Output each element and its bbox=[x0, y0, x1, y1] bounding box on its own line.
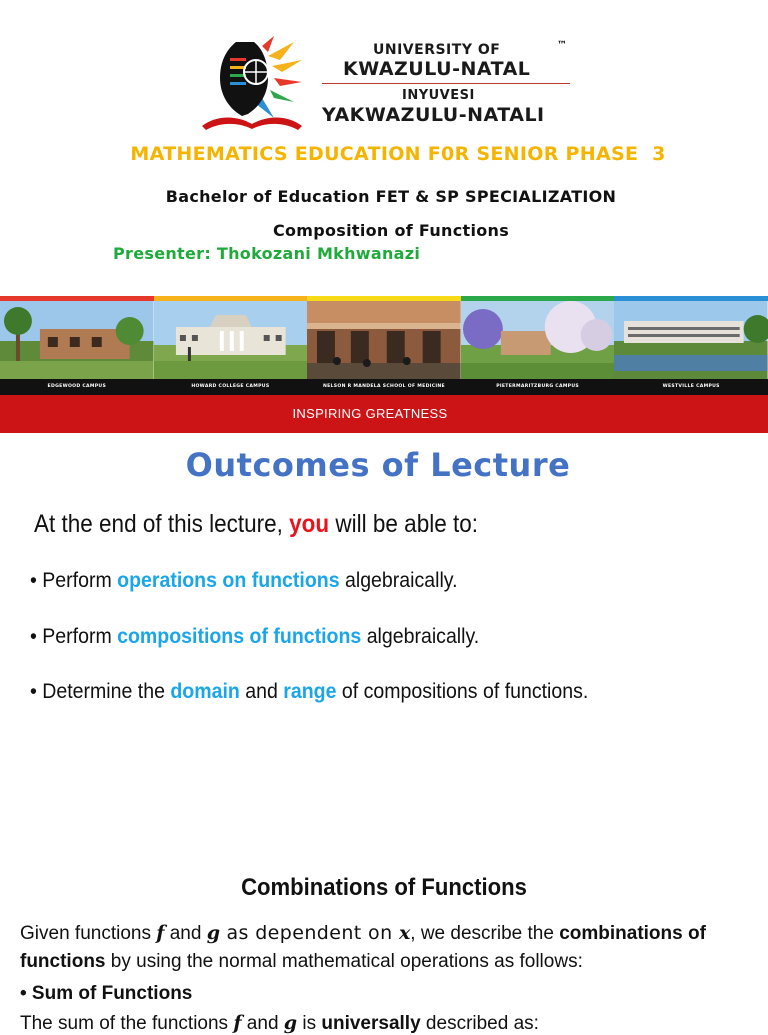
university-line-4: YAKWAZULU-NATALI bbox=[322, 104, 545, 126]
bullet-text: and bbox=[239, 680, 284, 703]
math-f: f bbox=[233, 1012, 242, 1034]
combinations-paragraph-line bbox=[20, 922, 706, 945]
text: and bbox=[241, 1013, 284, 1034]
campus-panel-medical-school bbox=[307, 296, 461, 395]
math-g: g bbox=[206, 922, 220, 944]
campus-caption: PIETERMARITZBURG CAMPUS bbox=[461, 379, 615, 395]
degree-line: Bachelor of Education FET & SP SPECIALIZATION bbox=[165, 187, 617, 206]
university-line-2: KWAZULU-NATAL bbox=[343, 58, 531, 80]
university-line-3: INYUVESI bbox=[402, 88, 475, 103]
campus-caption: NELSON R MANDELA SCHOOL OF MEDICINE bbox=[307, 379, 461, 395]
math-g: g bbox=[283, 1012, 298, 1034]
bullet-highlight: domain bbox=[170, 680, 240, 703]
combinations-title: Combinations of Functions bbox=[241, 874, 527, 901]
campus-caption: WESTVILLE CAMPUS bbox=[614, 379, 768, 395]
campus-photo bbox=[614, 301, 768, 379]
bold-text: universally bbox=[321, 1013, 421, 1034]
outcome-bullet: • Determine the domain and range of compositions of functions. bbox=[30, 680, 589, 703]
text: as dependent on bbox=[220, 922, 399, 944]
math-x: x bbox=[398, 922, 411, 944]
campus-panel-edgewood bbox=[0, 296, 154, 395]
outcome-bullet: • Perform compositions of functions algebraically. bbox=[30, 625, 480, 648]
course-title: MATHEMATICS EDUCATION F0R SENIOR PHASE 3 bbox=[130, 143, 666, 165]
bullet-text: Perform bbox=[42, 569, 118, 592]
intro-text: will be able to: bbox=[329, 510, 478, 538]
intro-text: At the end of this lecture, bbox=[34, 510, 290, 538]
campus-panel-pietermaritzburg bbox=[461, 296, 615, 395]
campus-photo bbox=[0, 301, 154, 379]
text: The sum of the functions bbox=[20, 1013, 234, 1034]
bullet-text: Perform bbox=[42, 625, 118, 648]
text: is bbox=[297, 1013, 322, 1034]
outcomes-intro bbox=[34, 510, 478, 539]
campus-photo bbox=[461, 301, 615, 379]
campus-caption: EDGEWOOD CAMPUS bbox=[0, 379, 154, 395]
outcomes-title: Outcomes of Lecture bbox=[185, 446, 571, 484]
bold-text: functions bbox=[20, 951, 106, 972]
text: Given functions bbox=[20, 923, 157, 944]
campus-panel-westville bbox=[614, 296, 768, 395]
bullet-text: algebraically. bbox=[361, 625, 480, 648]
trademark-symbol: ™ bbox=[557, 40, 567, 51]
bold-text: combinations of bbox=[559, 923, 706, 944]
intro-highlight: you bbox=[289, 510, 330, 538]
logo-divider bbox=[322, 83, 570, 84]
bullet-text: algebraically. bbox=[339, 569, 458, 592]
bullet-text: of compositions of functions. bbox=[336, 680, 589, 703]
bullet-highlight: operations on functions bbox=[117, 569, 340, 592]
outcome-bullet: • Perform operations on functions algebraically. bbox=[30, 569, 458, 592]
topic-line: Composition of Functions bbox=[272, 221, 510, 240]
math-f: f bbox=[156, 922, 165, 944]
campus-photo bbox=[154, 301, 308, 379]
sum-of-functions-heading: • Sum of Functions bbox=[20, 983, 193, 1004]
text: , we describe the bbox=[410, 923, 560, 944]
combinations-paragraph-line bbox=[20, 951, 583, 973]
bullet-text: Determine the bbox=[42, 680, 171, 703]
text: and bbox=[164, 923, 207, 944]
campus-banner bbox=[0, 296, 768, 395]
campus-panel-howard-college bbox=[154, 296, 308, 395]
campus-photo bbox=[307, 301, 461, 379]
bullet-highlight: compositions of functions bbox=[117, 625, 362, 648]
ukzn-logo-emblem bbox=[198, 36, 308, 132]
bullet-highlight: range bbox=[283, 680, 337, 703]
text: by using the normal mathematical operations as follows: bbox=[105, 951, 583, 972]
university-line-1: UNIVERSITY OF bbox=[373, 42, 501, 58]
text: described as: bbox=[420, 1013, 539, 1034]
campus-caption: HOWARD COLLEGE CAMPUS bbox=[154, 379, 308, 395]
presenter-line: Presenter: Thokozani Mkhwanazi bbox=[113, 244, 421, 263]
tagline: INSPIRING GREATNESS bbox=[292, 406, 448, 421]
